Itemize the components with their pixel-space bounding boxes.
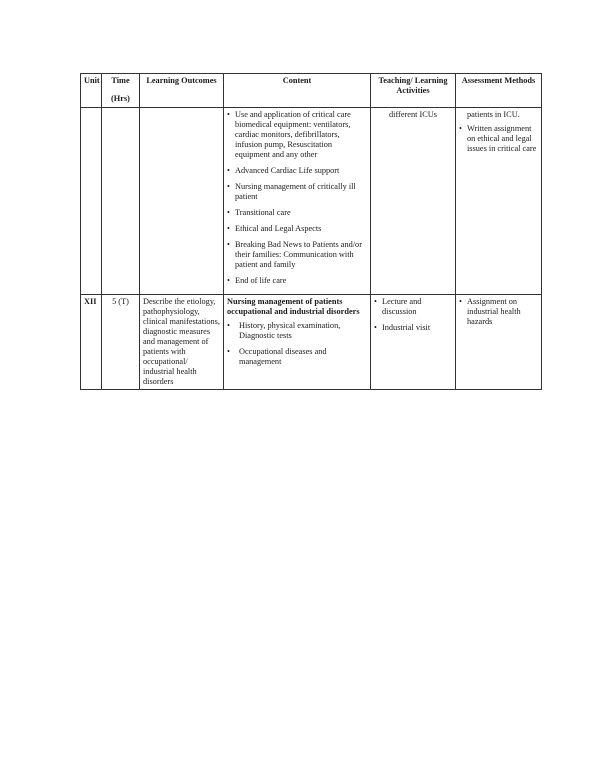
header-row — [81, 74, 542, 108]
list-item: • Ethical and Legal Aspects — [227, 224, 367, 234]
list-item: • Advanced Cardiac Life support — [227, 166, 367, 176]
list-item: • Nursing management of critically ill patient — [227, 182, 367, 202]
header-teaching-activities: Teaching/ Learning Activities — [371, 74, 456, 108]
row2-content — [224, 295, 371, 390]
list-item: • Transitional care — [227, 208, 367, 218]
row2-assessment — [456, 295, 542, 390]
list-item: • Occupational diseases and management — [227, 347, 367, 367]
row1-content-list — [227, 110, 367, 286]
row2-teaching — [371, 295, 456, 390]
list-item: • Lecture and discussion — [374, 297, 452, 317]
list-item: • End of life care — [227, 276, 367, 286]
row2-teaching-list — [374, 297, 452, 333]
row2-time: 5 (T) — [102, 295, 140, 390]
header-time — [102, 74, 140, 108]
list-item: • Written assignment on ethical and legal issues in critical care — [459, 124, 538, 154]
list-item: • Breaking Bad News to Patients and/or their families: Communication with patient and family — [227, 240, 367, 270]
list-item: • History, physical examination, Diagnostic tests — [227, 321, 367, 341]
table-row — [81, 295, 542, 390]
header-time-unit: (Hrs) — [111, 94, 130, 103]
curriculum-table — [80, 73, 542, 390]
row2-assessment-list — [459, 297, 538, 327]
header-learning-outcomes: Learning Outcomes — [140, 74, 224, 108]
table-row — [81, 108, 542, 295]
list-item: • Use and application of critical care biomedical equipment: ventilators, cardiac monitors, defibrillators, infusion pump, Resuscitation equipment and any other — [227, 110, 367, 160]
row1-assessment-list — [459, 124, 538, 154]
row1-unit — [81, 108, 102, 295]
row1-assessment — [456, 108, 542, 295]
row2-content-heading: Nursing management of patients occupational and industrial disorders — [227, 297, 360, 316]
row1-teaching: different ICUs — [371, 108, 456, 295]
row1-assessment-text: patients in ICU. — [467, 110, 520, 119]
list-item: • Assignment on industrial health hazards — [459, 297, 538, 327]
header-time-label: Time — [111, 76, 130, 85]
row1-learning-outcomes — [140, 108, 224, 295]
header-content: Content — [224, 74, 371, 108]
row1-content — [224, 108, 371, 295]
row2-content-list — [227, 321, 367, 367]
row2-learning-outcomes: Describe the etiology, pathophysiology, clinical manifestations, diagnostic measures and management of patients with occupational/ industrial health disorders — [140, 295, 224, 390]
row2-unit: XII — [81, 295, 102, 390]
header-unit: Unit — [81, 74, 102, 108]
list-item: • Industrial visit — [374, 323, 452, 333]
header-assessment-methods: Assessment Methods — [456, 74, 542, 108]
row1-time — [102, 108, 140, 295]
